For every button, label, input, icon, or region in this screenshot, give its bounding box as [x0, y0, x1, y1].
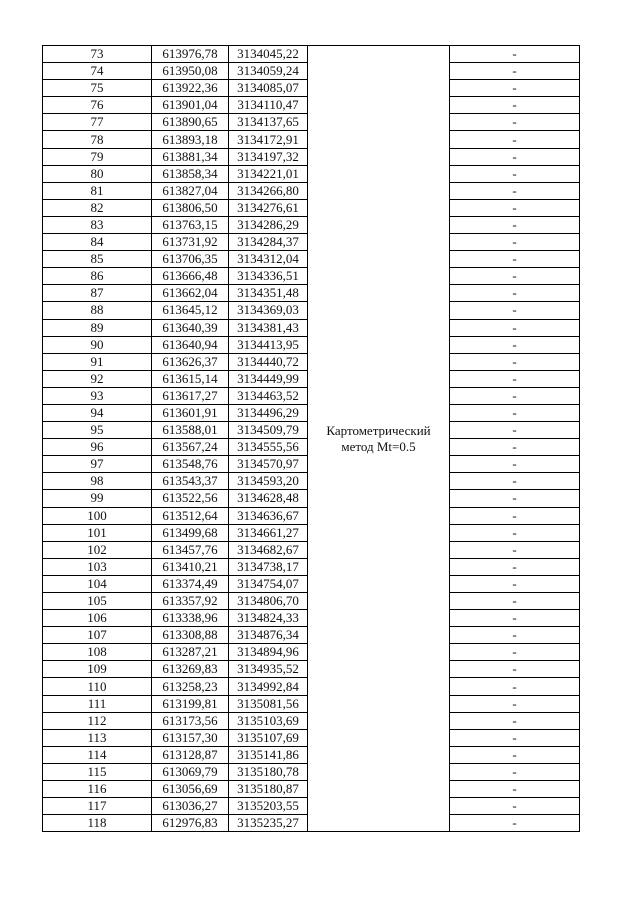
- y-coordinate-cell: 3134276,61: [229, 199, 308, 216]
- point-number-cell: 107: [43, 627, 152, 644]
- y-coordinate-cell: 3134381,43: [229, 319, 308, 336]
- point-number-cell: 82: [43, 199, 152, 216]
- y-coordinate-cell: 3135103,69: [229, 712, 308, 729]
- point-number-cell: 99: [43, 490, 152, 507]
- accuracy-mark-cell: -: [450, 524, 580, 541]
- point-number-cell: 73: [43, 46, 152, 63]
- accuracy-mark-cell: -: [450, 593, 580, 610]
- accuracy-mark-cell: -: [450, 370, 580, 387]
- x-coordinate-cell: 613357,92: [152, 593, 229, 610]
- point-number-cell: 95: [43, 422, 152, 439]
- x-coordinate-cell: 613617,27: [152, 387, 229, 404]
- accuracy-mark-cell: -: [450, 456, 580, 473]
- x-coordinate-cell: 613763,15: [152, 216, 229, 233]
- accuracy-mark-cell: -: [450, 80, 580, 97]
- accuracy-mark-cell: -: [450, 541, 580, 558]
- point-number-cell: 85: [43, 251, 152, 268]
- accuracy-mark-cell: -: [450, 439, 580, 456]
- point-number-cell: 110: [43, 678, 152, 695]
- y-coordinate-cell: 3134266,80: [229, 182, 308, 199]
- point-number-cell: 104: [43, 575, 152, 592]
- x-coordinate-cell: 613567,24: [152, 439, 229, 456]
- accuracy-mark-cell: -: [450, 729, 580, 746]
- y-coordinate-cell: 3134555,56: [229, 439, 308, 456]
- point-number-cell: 74: [43, 63, 152, 80]
- x-coordinate-cell: 613950,08: [152, 63, 229, 80]
- x-coordinate-cell: 613338,96: [152, 610, 229, 627]
- x-coordinate-cell: 613706,35: [152, 251, 229, 268]
- y-coordinate-cell: 3134059,24: [229, 63, 308, 80]
- x-coordinate-cell: 613056,69: [152, 781, 229, 798]
- y-coordinate-cell: 3135180,78: [229, 763, 308, 780]
- method-text-line2: метод Mt=0.5: [341, 438, 416, 454]
- x-coordinate-cell: 613640,39: [152, 319, 229, 336]
- y-coordinate-cell: 3134336,51: [229, 268, 308, 285]
- x-coordinate-cell: 613601,91: [152, 404, 229, 421]
- point-number-cell: 102: [43, 541, 152, 558]
- y-coordinate-cell: 3134413,95: [229, 336, 308, 353]
- accuracy-mark-cell: -: [450, 387, 580, 404]
- accuracy-mark-cell: -: [450, 46, 580, 63]
- accuracy-mark-cell: -: [450, 182, 580, 199]
- accuracy-mark-cell: -: [450, 63, 580, 80]
- accuracy-mark-cell: -: [450, 678, 580, 695]
- y-coordinate-cell: 3135141,86: [229, 746, 308, 763]
- y-coordinate-cell: 3134593,20: [229, 473, 308, 490]
- point-number-cell: 100: [43, 507, 152, 524]
- x-coordinate-cell: 613512,64: [152, 507, 229, 524]
- point-number-cell: 75: [43, 80, 152, 97]
- x-coordinate-cell: 613269,83: [152, 661, 229, 678]
- y-coordinate-cell: 3134876,34: [229, 627, 308, 644]
- accuracy-mark-cell: -: [450, 781, 580, 798]
- accuracy-mark-cell: -: [450, 336, 580, 353]
- x-coordinate-cell: 613173,56: [152, 712, 229, 729]
- y-coordinate-cell: 3134992,84: [229, 678, 308, 695]
- point-number-cell: 106: [43, 610, 152, 627]
- y-coordinate-cell: 3135235,27: [229, 815, 308, 832]
- y-coordinate-cell: 3134369,03: [229, 302, 308, 319]
- accuracy-mark-cell: -: [450, 507, 580, 524]
- x-coordinate-cell: 613640,94: [152, 336, 229, 353]
- x-coordinate-cell: 613827,04: [152, 182, 229, 199]
- y-coordinate-cell: 3134738,17: [229, 558, 308, 575]
- x-coordinate-cell: 613410,21: [152, 558, 229, 575]
- accuracy-mark-cell: -: [450, 661, 580, 678]
- accuracy-mark-cell: -: [450, 251, 580, 268]
- point-number-cell: 76: [43, 97, 152, 114]
- accuracy-mark-cell: -: [450, 165, 580, 182]
- y-coordinate-cell: 3134172,91: [229, 131, 308, 148]
- y-coordinate-cell: 3134509,79: [229, 422, 308, 439]
- x-coordinate-cell: 613626,37: [152, 353, 229, 370]
- x-coordinate-cell: 613499,68: [152, 524, 229, 541]
- x-coordinate-cell: 613543,37: [152, 473, 229, 490]
- point-number-cell: 94: [43, 404, 152, 421]
- x-coordinate-cell: 613666,48: [152, 268, 229, 285]
- point-number-cell: 91: [43, 353, 152, 370]
- point-number-cell: 97: [43, 456, 152, 473]
- accuracy-mark-cell: -: [450, 319, 580, 336]
- x-coordinate-cell: 613893,18: [152, 131, 229, 148]
- y-coordinate-cell: 3134137,65: [229, 114, 308, 131]
- accuracy-mark-cell: -: [450, 422, 580, 439]
- accuracy-mark-cell: -: [450, 798, 580, 815]
- y-coordinate-cell: 3134463,52: [229, 387, 308, 404]
- y-coordinate-cell: 3135107,69: [229, 729, 308, 746]
- method-cell: [308, 46, 450, 832]
- point-number-cell: 79: [43, 148, 152, 165]
- x-coordinate-cell: 613308,88: [152, 627, 229, 644]
- point-number-cell: 89: [43, 319, 152, 336]
- y-coordinate-cell: 3134085,07: [229, 80, 308, 97]
- x-coordinate-cell: 613645,12: [152, 302, 229, 319]
- x-coordinate-cell: 613374,49: [152, 575, 229, 592]
- accuracy-mark-cell: -: [450, 302, 580, 319]
- x-coordinate-cell: 613615,14: [152, 370, 229, 387]
- x-coordinate-cell: 613890,65: [152, 114, 229, 131]
- point-number-cell: 86: [43, 268, 152, 285]
- x-coordinate-cell: 613036,27: [152, 798, 229, 815]
- point-number-cell: 78: [43, 131, 152, 148]
- point-number-cell: 83: [43, 216, 152, 233]
- point-number-cell: 111: [43, 695, 152, 712]
- accuracy-mark-cell: -: [450, 473, 580, 490]
- point-number-cell: 105: [43, 593, 152, 610]
- accuracy-mark-cell: -: [450, 268, 580, 285]
- point-number-cell: 98: [43, 473, 152, 490]
- accuracy-mark-cell: -: [450, 815, 580, 832]
- accuracy-mark-cell: -: [450, 404, 580, 421]
- y-coordinate-cell: 3135081,56: [229, 695, 308, 712]
- x-coordinate-cell: 613522,56: [152, 490, 229, 507]
- accuracy-mark-cell: -: [450, 148, 580, 165]
- x-coordinate-cell: 613976,78: [152, 46, 229, 63]
- accuracy-mark-cell: -: [450, 285, 580, 302]
- x-coordinate-cell: 613258,23: [152, 678, 229, 695]
- y-coordinate-cell: 3134286,29: [229, 216, 308, 233]
- point-number-cell: 113: [43, 729, 152, 746]
- accuracy-mark-cell: -: [450, 216, 580, 233]
- x-coordinate-cell: 613881,34: [152, 148, 229, 165]
- y-coordinate-cell: 3134824,33: [229, 610, 308, 627]
- y-coordinate-cell: 3134682,67: [229, 541, 308, 558]
- y-coordinate-cell: 3134628,48: [229, 490, 308, 507]
- point-number-cell: 88: [43, 302, 152, 319]
- accuracy-mark-cell: -: [450, 199, 580, 216]
- y-coordinate-cell: 3134197,32: [229, 148, 308, 165]
- point-number-cell: 93: [43, 387, 152, 404]
- y-coordinate-cell: 3134449,99: [229, 370, 308, 387]
- y-coordinate-cell: 3134935,52: [229, 661, 308, 678]
- accuracy-mark-cell: -: [450, 712, 580, 729]
- coordinates-table: [42, 45, 580, 832]
- y-coordinate-cell: 3134351,48: [229, 285, 308, 302]
- point-number-cell: 101: [43, 524, 152, 541]
- y-coordinate-cell: 3134806,70: [229, 593, 308, 610]
- x-coordinate-cell: 612976,83: [152, 815, 229, 832]
- point-number-cell: 84: [43, 234, 152, 251]
- point-number-cell: 92: [43, 370, 152, 387]
- accuracy-mark-cell: -: [450, 627, 580, 644]
- point-number-cell: 108: [43, 644, 152, 661]
- accuracy-mark-cell: -: [450, 234, 580, 251]
- accuracy-mark-cell: -: [450, 97, 580, 114]
- y-coordinate-cell: 3135180,87: [229, 781, 308, 798]
- y-coordinate-cell: 3134045,22: [229, 46, 308, 63]
- point-number-cell: 87: [43, 285, 152, 302]
- point-number-cell: 96: [43, 439, 152, 456]
- point-number-cell: 117: [43, 798, 152, 815]
- y-coordinate-cell: 3134661,27: [229, 524, 308, 541]
- y-coordinate-cell: 3134221,01: [229, 165, 308, 182]
- x-coordinate-cell: 613069,79: [152, 763, 229, 780]
- y-coordinate-cell: 3135203,55: [229, 798, 308, 815]
- method-text-line1: Картометрический: [326, 422, 431, 438]
- y-coordinate-cell: 3134496,29: [229, 404, 308, 421]
- x-coordinate-cell: 613457,76: [152, 541, 229, 558]
- accuracy-mark-cell: -: [450, 114, 580, 131]
- y-coordinate-cell: 3134440,72: [229, 353, 308, 370]
- x-coordinate-cell: 613858,34: [152, 165, 229, 182]
- coordinates-table-body: [43, 46, 580, 832]
- accuracy-mark-cell: -: [450, 490, 580, 507]
- point-number-cell: 90: [43, 336, 152, 353]
- x-coordinate-cell: 613548,76: [152, 456, 229, 473]
- accuracy-mark-cell: -: [450, 746, 580, 763]
- x-coordinate-cell: 613128,87: [152, 746, 229, 763]
- x-coordinate-cell: 613806,50: [152, 199, 229, 216]
- point-number-cell: 77: [43, 114, 152, 131]
- point-number-cell: 103: [43, 558, 152, 575]
- point-number-cell: 112: [43, 712, 152, 729]
- point-number-cell: 115: [43, 763, 152, 780]
- x-coordinate-cell: 613287,21: [152, 644, 229, 661]
- x-coordinate-cell: 613157,30: [152, 729, 229, 746]
- point-number-cell: 116: [43, 781, 152, 798]
- point-number-cell: 109: [43, 661, 152, 678]
- x-coordinate-cell: 613662,04: [152, 285, 229, 302]
- x-coordinate-cell: 613199,81: [152, 695, 229, 712]
- x-coordinate-cell: 613731,92: [152, 234, 229, 251]
- table-row: [43, 46, 580, 63]
- accuracy-mark-cell: -: [450, 644, 580, 661]
- y-coordinate-cell: 3134636,67: [229, 507, 308, 524]
- accuracy-mark-cell: -: [450, 610, 580, 627]
- x-coordinate-cell: 613901,04: [152, 97, 229, 114]
- point-number-cell: 118: [43, 815, 152, 832]
- y-coordinate-cell: 3134284,37: [229, 234, 308, 251]
- y-coordinate-cell: 3134754,07: [229, 575, 308, 592]
- point-number-cell: 81: [43, 182, 152, 199]
- point-number-cell: 114: [43, 746, 152, 763]
- accuracy-mark-cell: -: [450, 131, 580, 148]
- accuracy-mark-cell: -: [450, 575, 580, 592]
- y-coordinate-cell: 3134110,47: [229, 97, 308, 114]
- y-coordinate-cell: 3134312,04: [229, 251, 308, 268]
- point-number-cell: 80: [43, 165, 152, 182]
- x-coordinate-cell: 613588,01: [152, 422, 229, 439]
- accuracy-mark-cell: -: [450, 695, 580, 712]
- accuracy-mark-cell: -: [450, 353, 580, 370]
- accuracy-mark-cell: -: [450, 558, 580, 575]
- y-coordinate-cell: 3134894,96: [229, 644, 308, 661]
- y-coordinate-cell: 3134570,97: [229, 456, 308, 473]
- accuracy-mark-cell: -: [450, 763, 580, 780]
- x-coordinate-cell: 613922,36: [152, 80, 229, 97]
